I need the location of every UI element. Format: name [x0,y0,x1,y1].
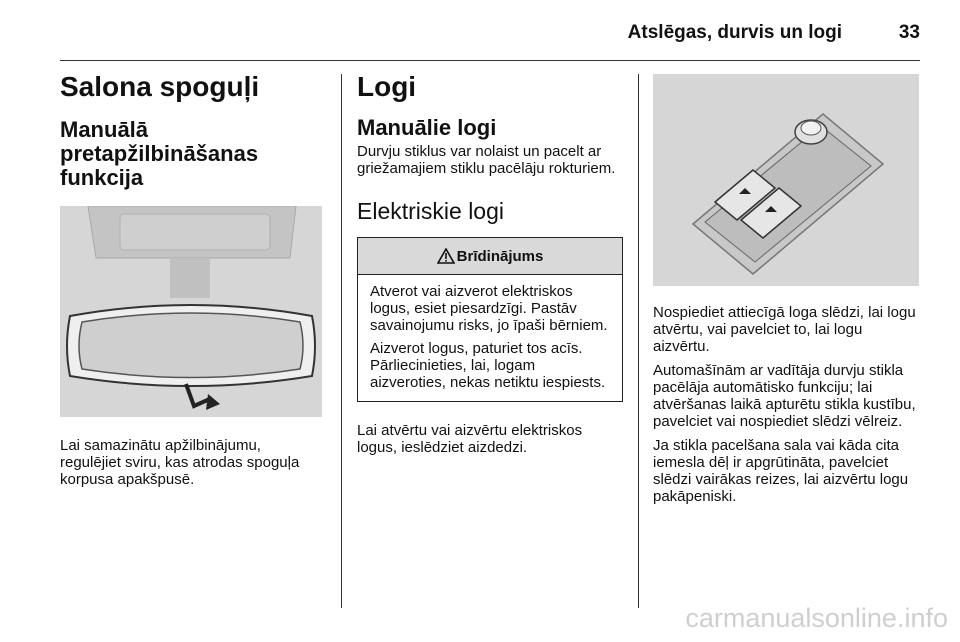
column-divider-2 [638,74,639,608]
subsection-title-electric-windows: Elektriskie logi [357,197,504,224]
subsection-title-manual-windows: Manuālie logi [357,114,497,140]
manual-windows-text: Durvju stiklus var nolaist un pacelt ar griežamajiem stiklu pacēlāju rokturiem. [357,142,616,177]
section-title-windows: Logi [357,71,417,102]
warning-title: Brīdinājums [456,247,544,265]
warning-header [358,238,622,275]
warning-body [358,275,622,401]
electric-windows-text: Lai atvērtu vai aizvērtu elektriskos logus, ieslēdziet aizdedzi. [357,422,583,457]
page-number: 33 [898,22,920,43]
column-1 [60,72,325,488]
switch-instruction-text: Nospiediet attiecīgā loga slēdzi, lai logu atvērtu, vai pavelciet to, lai logu aizvērtu. [653,304,916,355]
warning-triangle-icon [437,248,455,264]
column-3 [653,72,923,505]
header-rule [60,60,920,61]
column-2 [357,72,625,456]
subsection-title-antiglare: Manuālā pretapžilbināšanas funkcija [60,116,259,191]
frozen-window-text: Ja stikla pacelšana sala vai kāda cita iemesla dēļ ir apgrūtināta, pavelciet slēdzi vairākas reizes, lai aizvērtu logu pakāpeniski. [653,437,909,505]
warning-paragraph: Aizverot logus, paturiet tos acīs. Pārliecinieties, lai, logam aizveroties, nekas netiktu iespiests. [370,340,606,392]
window-switch-icon [653,74,919,286]
warning-paragraph: Atverot vai aizverot elektriskos logus, esiet piesardzīgi. Pastāv savainojumu risks, jo īpaši bērniem. [370,283,608,335]
warning-box [357,237,623,402]
rearview-mirror-icon [60,206,322,417]
chapter-title: Atslēgas, durvis un logi [627,22,842,43]
column-divider-1 [341,74,342,608]
page-header [60,14,920,48]
watermark: carmanualsonline.info [685,603,948,633]
auto-function-text: Automašīnām ar vadītāja durvju stikla pacēlāja automātisko funkciju; lai atvēršanas laikā apturētu stikla kustību, pavelciet vai nospiediet slēdzi vēlreiz. [653,362,916,430]
mirror-illustration [60,206,322,417]
window-switch-illustration [653,74,919,286]
section-title-mirrors: Salona spoguļi [60,71,260,102]
mirror-caption: Lai samazinātu apžilbinājumu, regulējiet sviru, kas atrodas spoguļa korpusa apakšpusē. [60,437,300,489]
